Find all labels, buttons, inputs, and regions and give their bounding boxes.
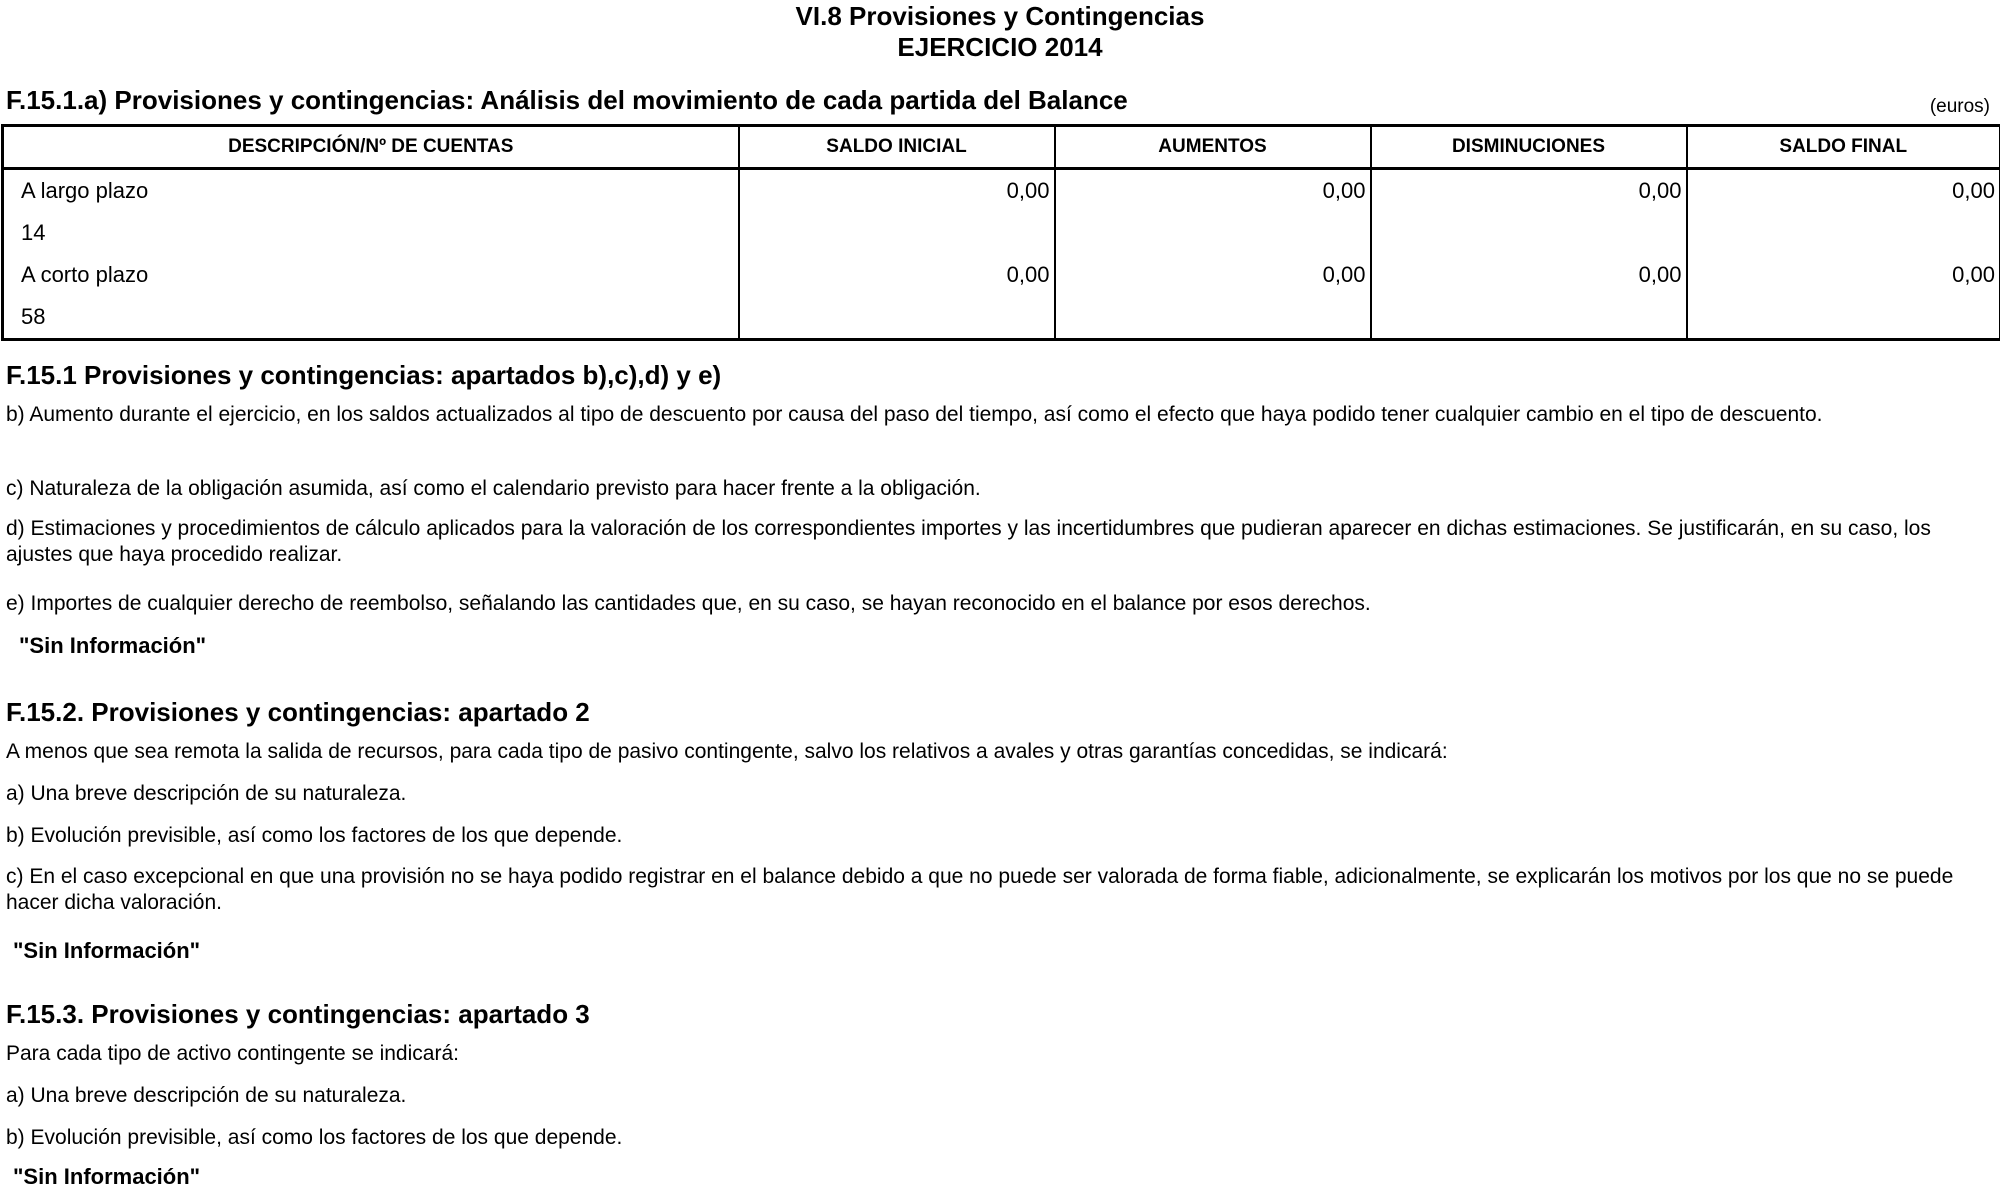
column-header-disminuciones: DISMINUCIONES — [1371, 126, 1687, 169]
paragraph-a: a) Una breve descripción de su naturaleza. — [6, 782, 407, 805]
table-header-row — [3, 126, 2000, 169]
paragraph-b: b) Aumento durante el ejercicio, en los saldos actualizados al tipo de descuento por causa del paso del tiempo, así como el efecto que haya podido tener cualquier cambio en el tipo de descuento. — [6, 403, 1823, 426]
column-header-description: DESCRIPCIÓN/Nº DE CUENTAS — [3, 126, 739, 169]
cell-aumentos: 0,00 — [1055, 254, 1371, 296]
paragraph-a: a) Una breve descripción de su naturaleza. — [6, 1084, 407, 1107]
paragraph-d: d) Estimaciones y procedimientos de cálculo aplicados para la valoración de los correspondientes importes y las incertidumbres que pudieran aparecer en dichas estimaciones. Se justificarán, en su caso, los ajustes que haya procedido realizar. — [6, 517, 1931, 566]
paragraph-c: c) Naturaleza de la obligación asumida, así como el calendario previsto para hacer frente a la obligación. — [6, 477, 981, 500]
cell-disminuciones: 0,00 — [1371, 254, 1687, 296]
row-label: 14 — [3, 212, 739, 254]
row-label: A corto plazo — [3, 254, 739, 296]
row-label: 58 — [3, 296, 739, 340]
cell-saldo-inicial — [739, 296, 1055, 340]
column-header-saldo-inicial: SALDO INICIAL — [739, 126, 1055, 169]
cell-aumentos — [1055, 296, 1371, 340]
page-subtitle-year: EJERCICIO 2014 — [897, 32, 1103, 62]
provisions-movement-table — [1, 124, 2000, 341]
cell-saldo-inicial: 0,00 — [739, 169, 1055, 213]
units-label: (euros) — [1929, 96, 1990, 117]
section-heading-f15-3: F.15.3. Provisiones y contingencias: apartado 3 — [6, 999, 590, 1029]
cell-disminuciones: 0,00 — [1371, 169, 1687, 213]
page-title: VI.8 Provisiones y Contingencias — [795, 1, 1205, 31]
section-heading-f15-1a: F.15.1.a) Provisiones y contingencias: Análisis del movimiento de cada partida del Balance — [6, 85, 1128, 115]
section-heading-f15-1: F.15.1 Provisiones y contingencias: apartados b),c),d) y e) — [6, 360, 722, 390]
cell-saldo-final — [1687, 212, 2000, 254]
cell-saldo-inicial: 0,00 — [739, 254, 1055, 296]
paragraph-intro: Para cada tipo de activo contingente se indicará: — [6, 1042, 459, 1065]
cell-saldo-final: 0,00 — [1687, 254, 2000, 296]
cell-aumentos: 0,00 — [1055, 169, 1371, 213]
section-heading-f15-2: F.15.2. Provisiones y contingencias: apartado 2 — [6, 697, 590, 727]
cell-aumentos — [1055, 212, 1371, 254]
row-label: A largo plazo — [3, 169, 739, 213]
table-row — [3, 212, 2000, 254]
table-row — [3, 169, 2000, 213]
cell-saldo-final: 0,00 — [1687, 169, 2000, 213]
column-header-saldo-final: SALDO FINAL — [1687, 126, 2000, 169]
cell-saldo-final — [1687, 296, 2000, 340]
status-sin-informacion: "Sin Información" — [19, 633, 207, 658]
cell-disminuciones — [1371, 296, 1687, 340]
status-sin-informacion: "Sin Información" — [13, 1164, 201, 1189]
paragraph-e: e) Importes de cualquier derecho de reembolso, señalando las cantidades que, en su caso, se hayan reconocido en el balance por esos derechos. — [6, 592, 1371, 615]
column-header-aumentos: AUMENTOS — [1055, 126, 1371, 169]
paragraph-b: b) Evolución previsible, así como los factores de los que depende. — [6, 1126, 623, 1149]
table-row — [3, 254, 2000, 296]
cell-saldo-inicial — [739, 212, 1055, 254]
status-sin-informacion: "Sin Información" — [13, 938, 201, 963]
paragraph-b: b) Evolución previsible, así como los factores de los que depende. — [6, 824, 623, 847]
cell-disminuciones — [1371, 212, 1687, 254]
table-row — [3, 296, 2000, 340]
paragraph-intro: A menos que sea remota la salida de recursos, para cada tipo de pasivo contingente, salvo los relativos a avales y otras garantías concedidas, se indicará: — [6, 740, 1448, 763]
paragraph-c: c) En el caso excepcional en que una provisión no se haya podido registrar en el balance debido a que no puede ser valorada de forma fiable, adicionalmente, se explicarán los motivos por los que no se puede hacer dicha valoración. — [6, 865, 1954, 914]
